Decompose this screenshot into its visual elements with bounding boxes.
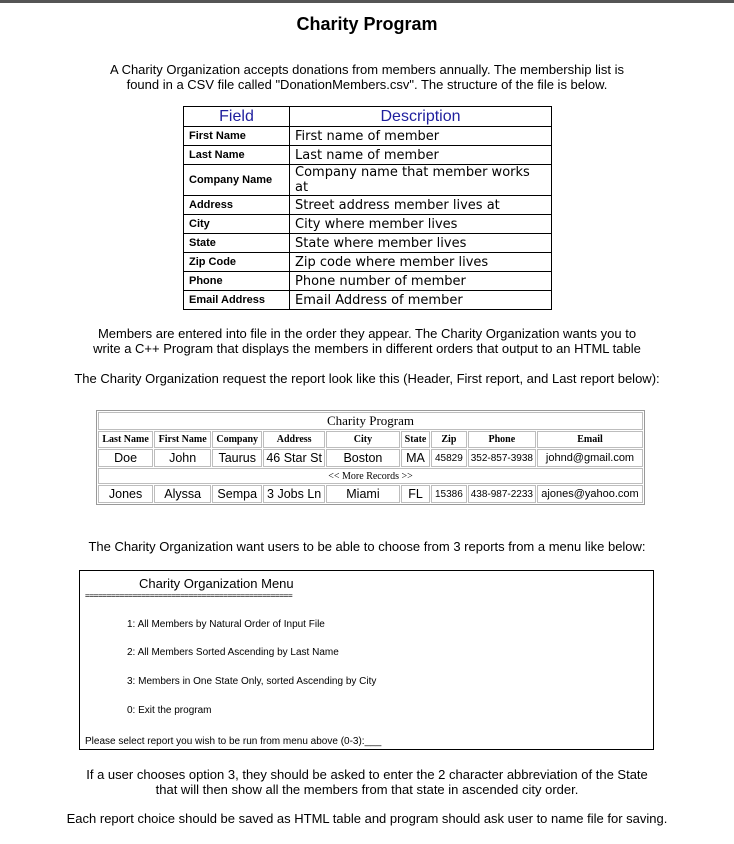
col-zip: Zip — [431, 431, 467, 448]
menu-option-3: 3: Members in One State Only, sorted Ascending by City — [127, 676, 377, 687]
cell-company: Sempa — [212, 485, 262, 503]
more-records-label: << More Records >> — [98, 468, 643, 484]
table-row — [184, 253, 552, 272]
intro-line-2: found in a CSV file called "DonationMembers.csv". The structure of the file is below. — [126, 77, 608, 92]
field-name: Zip Code — [184, 253, 290, 272]
menu-intro-text: The Charity Organization want users to be able to choose from 3 reports from a menu like below: — [88, 539, 646, 554]
save-text: Each report choice should be saved as HTML table and program should ask user to name file for saving. — [66, 811, 668, 826]
field-name: State — [184, 234, 290, 253]
col-city: City — [326, 431, 400, 448]
field-name: Address — [184, 196, 290, 215]
cell-state: MA — [401, 449, 430, 467]
col-email: Email — [537, 431, 643, 448]
cell-last-name: Doe — [98, 449, 153, 467]
field-description: Company name that member works at — [290, 165, 552, 196]
field-description: Email Address of member — [290, 291, 552, 310]
field-name: Email Address — [184, 291, 290, 310]
field-table — [183, 106, 552, 310]
col-phone: Phone — [468, 431, 536, 448]
col-company: Company — [212, 431, 262, 448]
menu-title: Charity Organization Menu — [139, 576, 294, 591]
members-line-2: write a C++ Program that displays the members in different orders that output to an HTML table — [93, 341, 641, 356]
cell-state: FL — [401, 485, 430, 503]
page-title: Charity Program — [296, 14, 438, 34]
field-description: Last name of member — [290, 146, 552, 165]
field-name: Phone — [184, 272, 290, 291]
cell-phone: 352-857-3938 — [468, 449, 536, 467]
table-row — [184, 234, 552, 253]
table-row — [184, 196, 552, 215]
field-table-header — [184, 107, 552, 127]
menu-option-1: 1: All Members by Natural Order of Input File — [127, 619, 325, 630]
option3-line-1: If a user chooses option 3, they should be asked to enter the 2 character abbreviation of the State — [86, 767, 648, 782]
field-description: Phone number of member — [290, 272, 552, 291]
cell-company: Taurus — [212, 449, 262, 467]
cell-zip: 45829 — [431, 449, 467, 467]
intro-line-1: A Charity Organization accepts donations from members annually. The membership list is — [110, 62, 624, 77]
table-row — [184, 146, 552, 165]
col-state: State — [401, 431, 430, 448]
sample-report-table — [96, 410, 645, 505]
field-name: First Name — [184, 127, 290, 146]
cell-phone: 438-987-2233 — [468, 485, 536, 503]
cell-email: johnd@gmail.com — [537, 449, 643, 467]
cell-email: ajones@yahoo.com — [537, 485, 643, 503]
cell-first-name: Alyssa — [154, 485, 211, 503]
members-line-1: Members are entered into file in the order they appear. The Charity Organization wants you to — [97, 326, 637, 341]
menu-option-0: 0: Exit the program — [127, 705, 212, 716]
cell-city: Boston — [326, 449, 400, 467]
table-row — [184, 215, 552, 234]
cell-address: 46 Star St — [263, 449, 325, 467]
cell-address: 3 Jobs Ln — [263, 485, 325, 503]
field-name: Company Name — [184, 165, 290, 196]
col-last-name: Last Name — [98, 431, 153, 448]
report-request-text: The Charity Organization request the report look like this (Header, First report, and Last report below): — [74, 371, 660, 386]
cell-last-name: Jones — [98, 485, 153, 503]
report-first-row — [98, 449, 643, 467]
report-last-row — [98, 485, 643, 503]
menu-prompt: Please select report you wish to be run from menu above (0-3):___ — [85, 736, 382, 747]
field-description: Zip code where member lives — [290, 253, 552, 272]
field-description: First name of member — [290, 127, 552, 146]
col-address: Address — [263, 431, 325, 448]
cell-first-name: John — [154, 449, 211, 467]
field-description: Street address member lives at — [290, 196, 552, 215]
cell-city: Miami — [326, 485, 400, 503]
report-caption: Charity Program — [98, 412, 643, 430]
table-row — [184, 165, 552, 196]
field-header: Field — [184, 107, 290, 127]
table-row — [184, 272, 552, 291]
option3-line-2: that will then show all the members from that state in ascended city order. — [155, 782, 579, 797]
report-header-row — [98, 431, 643, 448]
col-first-name: First Name — [154, 431, 211, 448]
top-border — [0, 0, 734, 3]
field-name: City — [184, 215, 290, 234]
table-row — [184, 291, 552, 310]
menu-option-2: 2: All Members Sorted Ascending by Last Name — [127, 647, 339, 658]
description-header: Description — [290, 107, 552, 127]
cell-zip: 15386 — [431, 485, 467, 503]
table-row — [184, 127, 552, 146]
field-name: Last Name — [184, 146, 290, 165]
field-description: State where member lives — [290, 234, 552, 253]
console-menu-box — [79, 570, 654, 750]
menu-separator: ================================================ — [85, 591, 293, 600]
field-description: City where member lives — [290, 215, 552, 234]
